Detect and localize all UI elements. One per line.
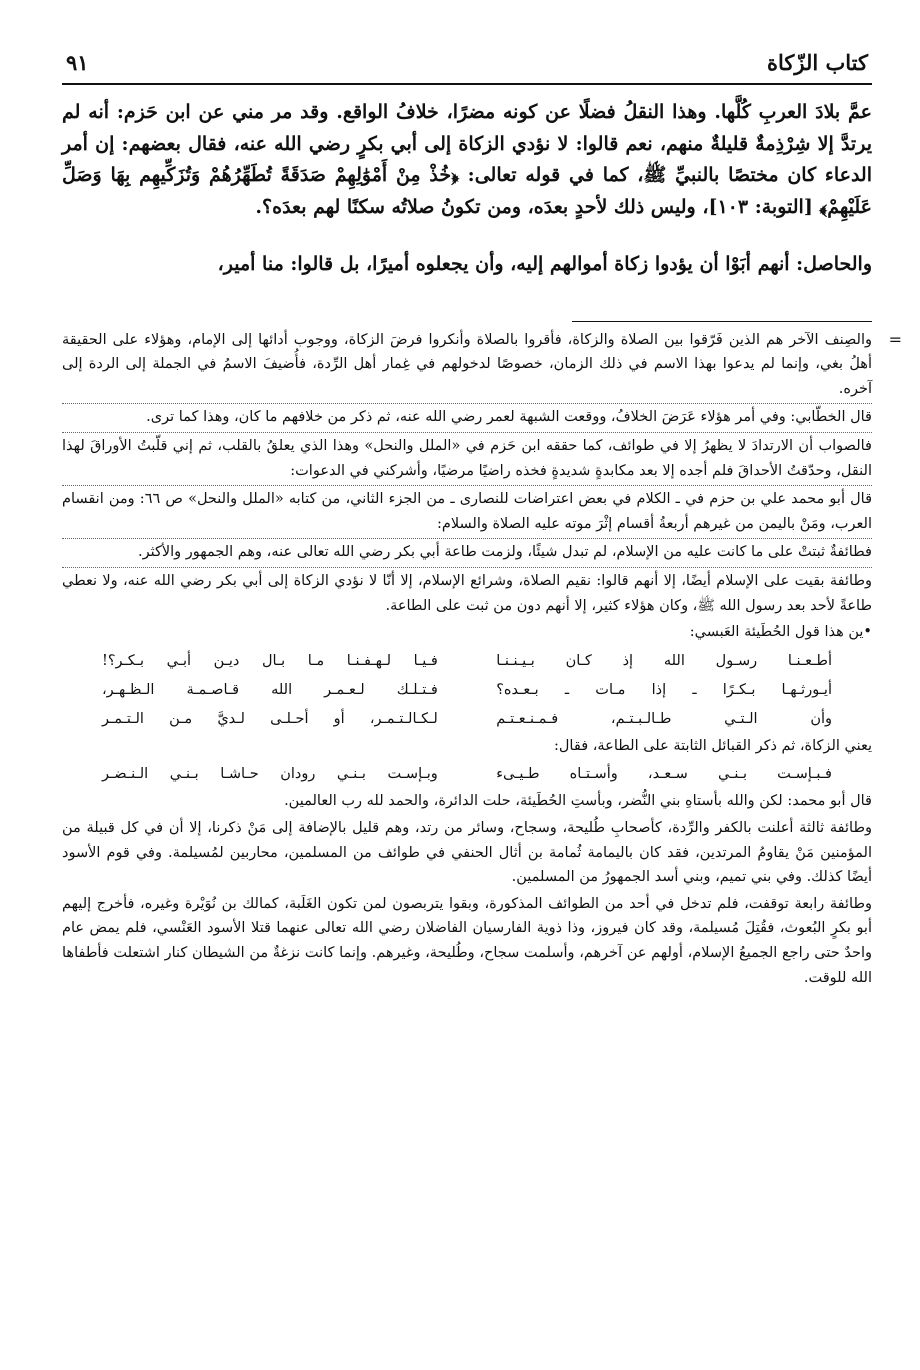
footnote-paragraph: قال أبو محمد علي بن حزم في ـ الكلام في بعض اعتراضات للنصارى ـ من الجزء الثاني، من كتابه «الملل والنحل» ص ٦٦: ومن انقسام العرب، ومَنْ باليمن من غيرهم أربعةُ أقسام إثْرَ موته عليه الصلاة والسلام: bbox=[62, 485, 872, 538]
main-paragraph: والحاصل: أنهم أبَوْا أن يؤدوا زكاة أموالهم إليه، وأن يجعلوه أميرًا، بل قالوا: منا أمير، bbox=[217, 253, 872, 276]
verse-first-hemistich: أيـورثـهـا بـكـرًا ـ إذا مـات ـ بـعـده؟ bbox=[496, 681, 832, 698]
verse-second-hemistich: فـتـلـك لـعـمـر الله قـاصـمـة الـظـهـر، bbox=[102, 681, 438, 698]
footnote-paragraph: •ين هذا قول الحُطَيئة العَبسي: bbox=[689, 624, 872, 641]
main-text bbox=[62, 97, 872, 281]
footnote-paragraph: فطائفةٌ ثبتتْ على ما كانت عليه من الإسلام، لم تبدل شيئًا، ولزمت طاعة أبي بكر رضي الله تعالى عنه، وهم الجمهور والأكثر. bbox=[62, 538, 872, 567]
footnote-paragraph: وطائفة ثالثة أعلنت بالكفر والرِّدة، كأصحابِ طُليحة، وسجاح، وسائر من رتد، وهم قليل بالإضافة إلى مَنْ ذكرنا، إلا أن في كل قبيلة من المؤمنين مَنْ يقاومُ المرتدين، فقد كان باليمامة ثُمامة بن أثال الحنفي في طوائف من المسلمين، محاربين لمُسيلمة. وفي قوم الأسود أيضًا كذلك. وفي بني تميم، وبني أسد الجمهورُ من المسلمين. bbox=[62, 820, 872, 886]
footnote-paragraph: والصِنف الآخر هم الذين فَرّقوا بين الصلاة والزكاة، فأقروا بالصلاة وأنكروا فرضَ الزكاة، ووجوب أدائها إلى الإمام، وهؤلاء على الحقيقة أهلُ بغي، وإنما لم يدعوا بهذا الاسم في ذلك الزمان، خصوصًا لدخولهم في غِمار أهل الرِّدة، فأُضيفَ الاسمُ في الجملة إلى الردة إلى آخره. bbox=[62, 331, 872, 397]
main-paragraph: عمَّ بلادَ العربِ كُلَّها. وهذا النقلُ فضلًا عن كونه مضرًا، خلافُ الواقع. وقد مر مني عن ابن حَزم: أنه لم يرتدَّ إلا شِرْذِمةٌ قليلةٌ منهم، نعم قالوا: لا نؤدي الزكاة إلى أبي بكرٍ رضي الله عنه، فقال بعضهم: إن أمر الدعاء كان مختصًا بالنبيِّ ﷺ، كما في قوله تعالى: ﴿خُذْ مِنْ أَمْوَٰلِهِمْ صَدَقَةً تُطَهِّرُهُمْ وَتُزَكِّيهِم بِهَا وَصَلِّ عَلَيْهِمْ﴾ [التوبة: ١٠٣]، وليس ذلك لأحدٍ بعدَه، ومن تكونُ صلاتُه سكنًا لهم بعدَه؟. bbox=[62, 101, 872, 218]
footnote-divider bbox=[572, 321, 872, 322]
page-header bbox=[62, 50, 872, 85]
verse-first-hemistich: وأن الـتـي طـالـبـتـم، فـمـنـعـتـم bbox=[496, 710, 832, 727]
verse-second-hemistich: وبـإسـت بـنـي رودان حـاشـا بـنـي الـنـضـر bbox=[102, 766, 438, 783]
verse-first-hemistich: أطـعـنـا رسـول الله إذ كـان بـيـنـنـا bbox=[496, 652, 832, 669]
poem-verse bbox=[62, 676, 872, 705]
poem-verse bbox=[62, 647, 872, 676]
verse-first-hemistich: فـبـإسـت بـنـي سـعـد، وأسـتـاه طـيـىء bbox=[496, 766, 832, 783]
footnote-paragraph: وطائفة رابعة توقفت، فلم تدخل في أحد من الطوائف المذكورة، وبقوا يتربصون لمن تكون الغَلَبة، كمالك بن نُوَيْرة وغيره، فأخرج إليهم أبو بكرٍ البُعوث، فقُتِلَ مُسيلمة، وقد كان فيروز، وذا ذوية الفارسيان الفاضلان رضي الله تعالى عنهما قتلا الأسود العَنْسي، فلم يمض عام واحدٌ حتى راجع الجميعُ الإسلام، أولهم عن آخرهم، وأسلمت سجاح، وطُليحة، وغيرهم. وإنما كانت نزغةٌ من الشيطان كنار اشتعلت فأطفاها الله للوقت. bbox=[62, 895, 872, 986]
footnote-paragraph: قال أبو محمد: لكن والله بأستاهِ بني النُّضر، وبأستِ الحُطَيئة، حلت الدائرة، والحمد لله رب العالمين. bbox=[284, 793, 872, 810]
footnotes bbox=[62, 328, 902, 992]
footnote-paragraph: وطائفة بقيت على الإسلام أيضًا، إلا أنهم قالوا: نقيم الصلاة، وشرائع الإسلام، إلا أنّا لا نؤدي الزكاة إلى أبي بكر رضي الله عنه، ولا نعطي طاعةً لأحد بعد رسول الله ﷺ، وكان هؤلاء كثير، إلا أنهم دون من ثبت على الطاعة. bbox=[62, 567, 872, 620]
continuation-mark: = bbox=[888, 329, 902, 349]
verse-second-hemistich: فـيـا لـهـفـنـا مـا بـال ديـن أبـي بـكـر؟! bbox=[102, 652, 438, 669]
poem-verse bbox=[62, 760, 872, 789]
running-title: كتاب الزّكاة bbox=[766, 50, 868, 75]
page-number: ٩١ bbox=[66, 50, 89, 75]
verse-second-hemistich: لـكـالـتـمـر، أو أحـلـى لـديَّ مـن الـتـمـر bbox=[102, 710, 438, 727]
footnote-paragraph: قال الخطّابي: وفي أمر هؤلاء عَرَضَ الخلافُ، ووقعت الشبهة لعمر رضي الله عنه، ثم ذكر من خلافهم ما كان، وهذا كما ترى. bbox=[62, 403, 872, 432]
poem-verse bbox=[62, 705, 872, 734]
footnote-paragraph: فالصواب أن الارتدادَ لا يظهرُ إلا في طوائف، كما حققه ابن حَزم في «الملل والنحل» وهذا الذي يعلقُ بالقلب، ثم إني قلّبتُ الأوراقَ لهذا النقل، وحدّقتُ الأحداقَ فلم أجده إلا بعد مكابدةٍ شديدةٍ فخذه راضيًا مرضيًا، وأشركني في الدعوات: bbox=[62, 432, 872, 485]
book-page bbox=[62, 50, 902, 992]
footnote-paragraph: يعني الزكاة، ثم ذكر القبائل الثابتة على الطاعة، فقال: bbox=[554, 737, 872, 754]
